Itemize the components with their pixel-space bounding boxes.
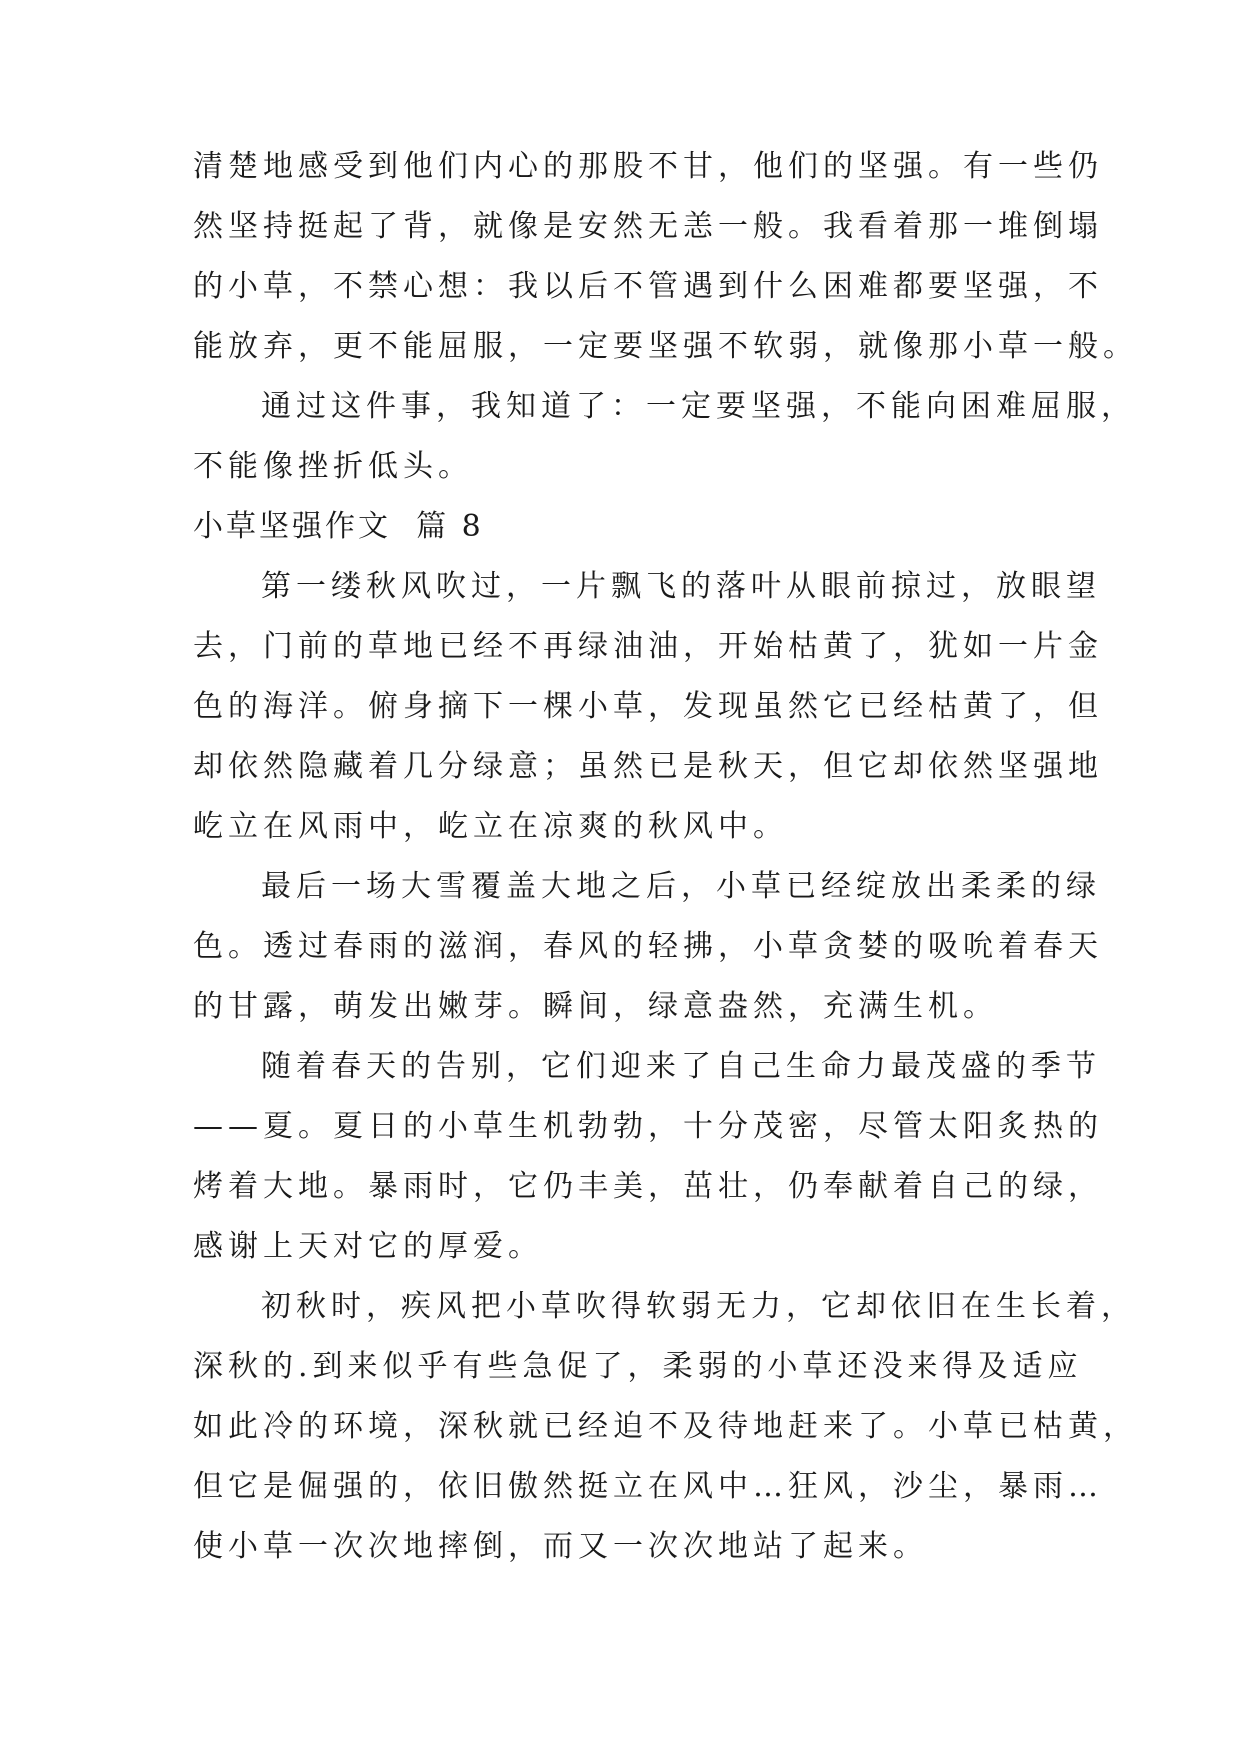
document-body xyxy=(193,137,1138,1577)
paragraph-line: 但它是倔强的，依旧傲然挺立在风中…狂风，沙尘，暴雨… xyxy=(193,1469,1103,1504)
paragraph-line: ——夏。夏日的小草生机勃勃，十分茂密，尽管太阳炙热的 xyxy=(193,1109,1103,1144)
paragraph-line: 感谢上天对它的厚爱。 xyxy=(193,1229,543,1264)
paragraph-line: 深秋的.到来似乎有些急促了，柔弱的小草还没来得及适应 xyxy=(193,1349,1083,1384)
paragraph-line: 如此冷的环境，深秋就已经迫不及待地赶来了。小草已枯黄， xyxy=(193,1409,1138,1444)
paragraph-line: 初秋时，疾风把小草吹得软弱无力，它却依旧在生长着， xyxy=(261,1289,1136,1324)
section-heading: 小草坚强作文 篇 8 xyxy=(193,509,484,544)
paragraph-line: 随着春天的告别，它们迎来了自己生命力最茂盛的季节 xyxy=(261,1049,1101,1084)
paragraph-line: 通过这件事，我知道了：一定要坚强，不能向困难屈服， xyxy=(261,389,1136,424)
paragraph-line: 的小草，不禁心想：我以后不管遇到什么困难都要坚强，不 xyxy=(193,269,1103,304)
paragraph-line: 使小草一次次地摔倒，而又一次次地站了起来。 xyxy=(193,1529,928,1564)
paragraph-line: 能放弃，更不能屈服，一定要坚强不软弱，就像那小草一般。 xyxy=(193,329,1138,364)
paragraph-line: 清楚地感受到他们内心的那股不甘，他们的坚强。有一些仍 xyxy=(193,149,1103,184)
paragraph-line: 屹立在风雨中，屹立在凉爽的秋风中。 xyxy=(193,809,788,844)
paragraph-line: 然坚持挺起了背，就像是安然无恙一般。我看着那一堆倒塌 xyxy=(193,209,1103,244)
paragraph-line: 最后一场大雪覆盖大地之后，小草已经绽放出柔柔的绿 xyxy=(261,869,1101,904)
paragraph-line: 却依然隐藏着几分绿意；虽然已是秋天，但它却依然坚强地 xyxy=(193,749,1103,784)
paragraph-line: 色。透过春雨的滋润，春风的轻拂，小草贪婪的吸吮着春天 xyxy=(193,929,1103,964)
paragraph-line: 烤着大地。暴雨时，它仍丰美，茁壮，仍奉献着自己的绿， xyxy=(193,1169,1103,1204)
paragraph-line: 不能像挫折低头。 xyxy=(193,449,473,484)
paragraph-line: 的甘露，萌发出嫩芽。瞬间，绿意盎然，充满生机。 xyxy=(193,989,998,1024)
paragraph-line: 色的海洋。俯身摘下一棵小草，发现虽然它已经枯黄了，但 xyxy=(193,689,1103,724)
paragraph-line: 第一缕秋风吹过，一片飘飞的落叶从眼前掠过，放眼望 xyxy=(261,569,1101,604)
paragraph-line: 去，门前的草地已经不再绿油油，开始枯黄了，犹如一片金 xyxy=(193,629,1103,664)
